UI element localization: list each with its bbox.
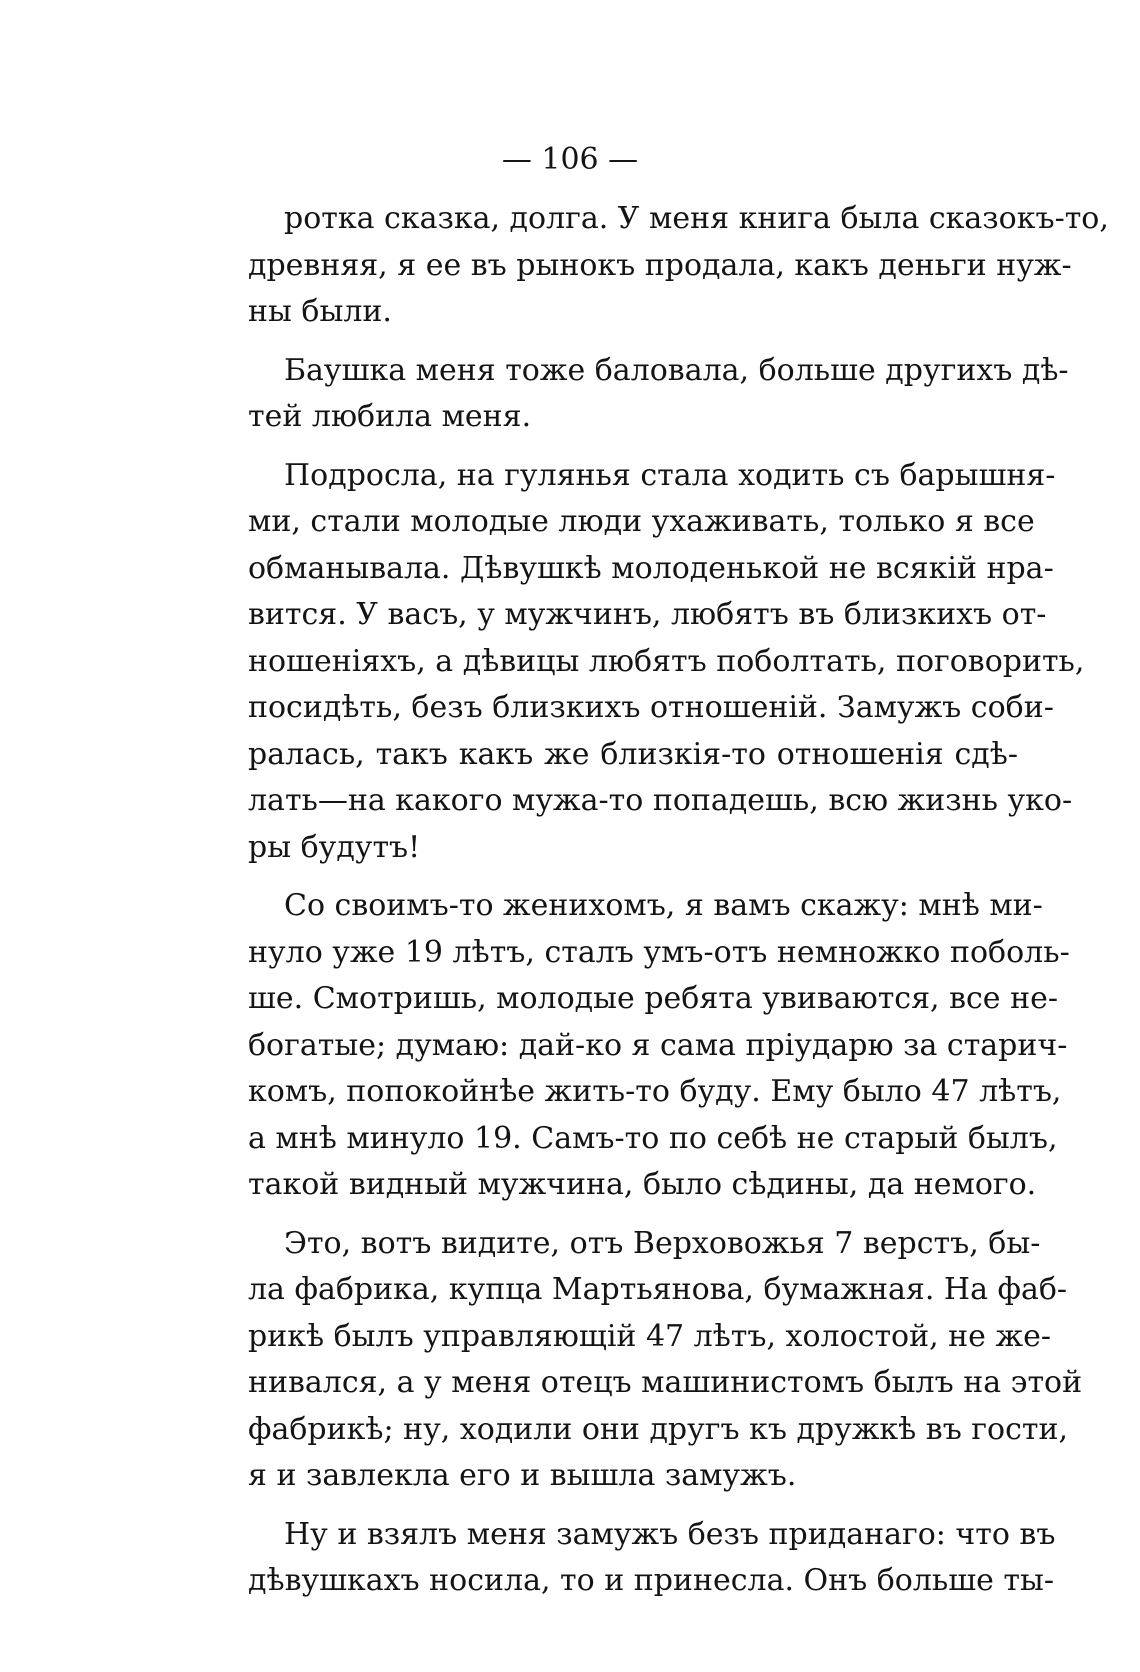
text-line: Баушка меня тоже баловала, больше другихъ дѣ- (284, 352, 1069, 388)
text-line: рикѣ былъ управляющiй 47 лѣтъ, холостой, не же- (248, 1318, 1051, 1354)
text-line: ше. Смотришь, молодые ребята увиваются, все не- (248, 981, 1058, 1016)
paragraph-gap (248, 1209, 1018, 1221)
paragraph (248, 1512, 1056, 1605)
paragraph-gap (248, 336, 1018, 348)
text-line: вится. У васъ, у мужчинъ, любятъ въ близкихъ от- (248, 597, 1047, 632)
text-line: Это, вотъ видите, отъ Верховожья 7 верстъ, бы- (284, 1225, 1041, 1261)
paragraph-gap (248, 871, 1018, 883)
text-line: ры будутъ! (248, 829, 421, 865)
text-line: Подросла, на гулянья стала ходить съ барышня- (284, 457, 1056, 493)
paragraph-gap (248, 1500, 1018, 1512)
text-line: ны были. (248, 294, 392, 329)
text-line: такой видный мужчина, было сѣдины, да немого. (248, 1167, 1037, 1202)
text-line: я и завлекла его и вышла замужъ. (248, 1458, 797, 1493)
paragraph (248, 453, 1085, 872)
text-line: а мнѣ минуло 19. Самъ-то по себѣ не старый былъ, (248, 1120, 1058, 1156)
text-line: обманывала. Дѣвушкѣ молоденькой не всякiй нра- (248, 550, 1054, 586)
text-line: древняя, я ее въ рынокъ продала, какъ деньги нуж- (248, 247, 1072, 283)
paragraph (248, 196, 1109, 336)
text-line: ралась, такъ какъ же близкiя-то отношенiя сдѣ- (248, 736, 1018, 772)
text-line: посидѣть, безъ близкихъ отношенiй. Замужъ соби- (248, 690, 1054, 725)
paragraph (248, 883, 1070, 1209)
text-line: ми, стали молодые люди ухаживать, только я все (248, 504, 1035, 539)
text-line: нивался, а у меня отецъ машинистомъ былъ на этой (248, 1365, 1083, 1400)
page-number: — 106 — (501, 142, 639, 177)
text-line: Со своимъ-то женихомъ, я вамъ скажу: мнѣ ми- (284, 888, 1043, 923)
text-line: нуло уже 19 лѣтъ, сталъ умъ-отъ немножко поболь- (248, 934, 1070, 970)
paragraph (248, 1221, 1083, 1500)
body-text (248, 196, 1109, 1605)
text-line: тей любила меня. (248, 399, 532, 434)
text-line: комъ, попокойнѣе жить-то буду. Ему было 47 лѣтъ, (248, 1074, 1062, 1109)
paragraph (248, 348, 1069, 441)
text-line: фабрикѣ; ну, ходили они другъ къ дружкѣ въ гости, (248, 1411, 1069, 1447)
text-line: лать—на какого мужа-то попадешь, всю жизнь уко- (248, 783, 1073, 818)
text-line: богатые; думаю: дай-ко я сама прiударю за старич- (248, 1027, 1068, 1063)
text-line: ла фабрика, купца Мартьянова, бумажная. На фаб- (248, 1272, 1068, 1307)
paragraph-gap (248, 441, 1018, 453)
text-line: Ну и взялъ меня замужъ безъ приданаго: что въ (284, 1516, 1056, 1552)
text-line: дѣвушкахъ носила, то и принесла. Онъ больше ты- (248, 1563, 1055, 1598)
text-line: ношенiяхъ, а дѣвицы любятъ поболтать, поговорить, (248, 643, 1085, 679)
text-line: ротка сказка, долга. У меня книга была сказокъ-то, (284, 201, 1109, 236)
